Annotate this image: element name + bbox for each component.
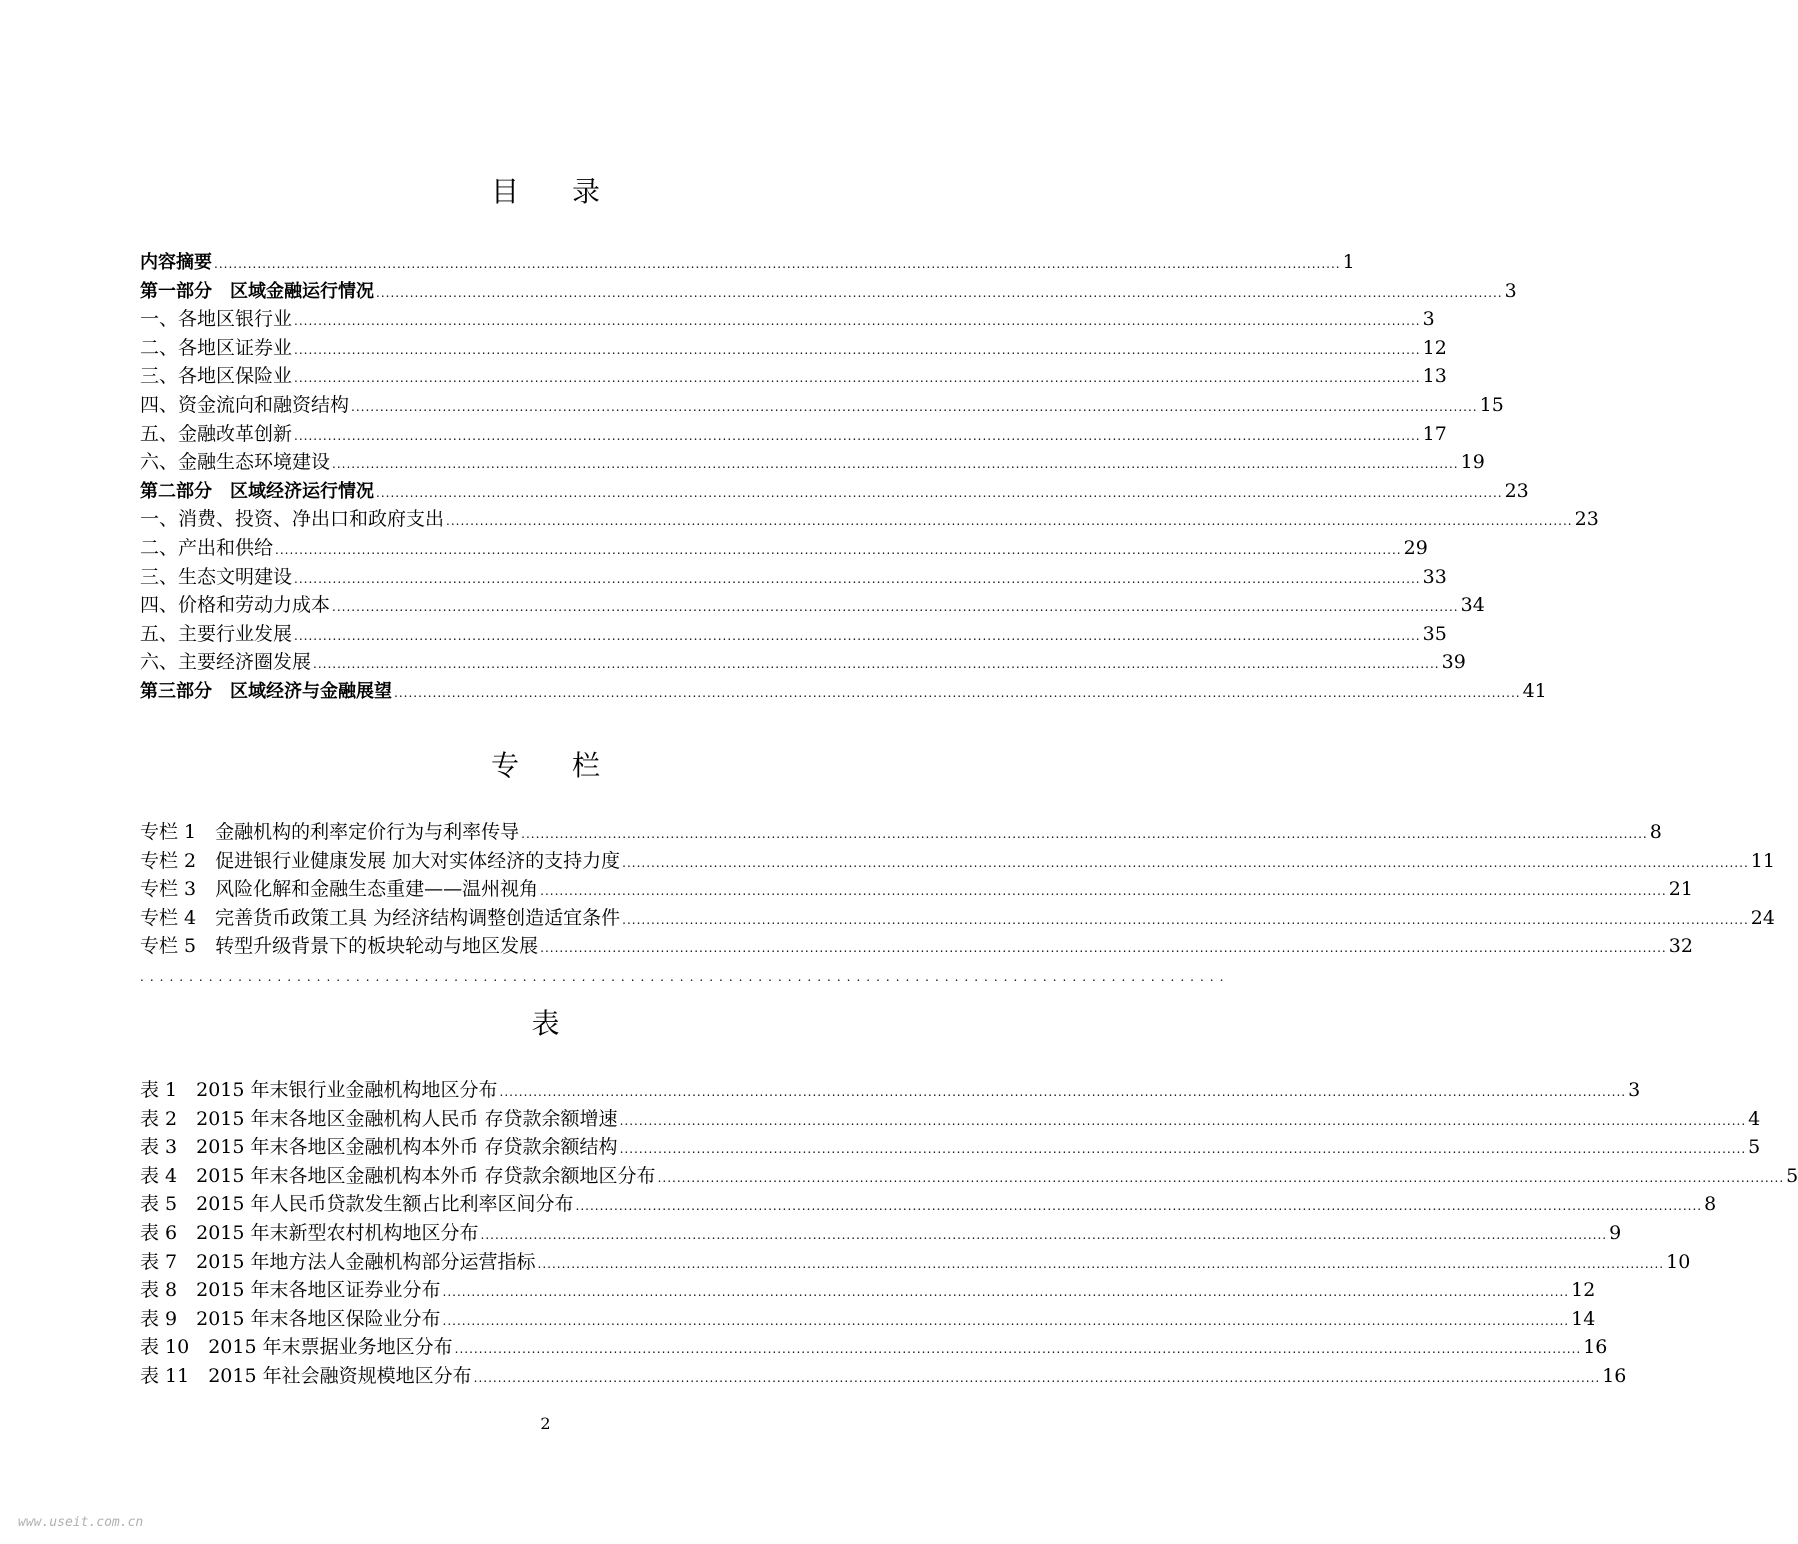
dot-leader <box>622 849 1749 878</box>
dot-leader <box>332 450 1459 479</box>
dot-leader <box>214 250 1341 279</box>
table-entry[interactable] <box>140 1076 1641 1105</box>
dot-leader <box>294 422 1421 451</box>
toc-entry-label: 五、主要行业发展 <box>140 622 293 645</box>
table-list <box>140 1076 1798 1391</box>
toc-entry-label: 一、消费、投资、净出口和政府支出 <box>140 508 445 531</box>
table-entry-page: 10 <box>1666 1250 1691 1273</box>
toc-entry-label: 第一部分 区域金融运行情况 <box>140 280 374 302</box>
column-entry-label: 专栏 3 风险化解和金融生态重建——温州视角 <box>140 878 539 901</box>
column-entry-page: 32 <box>1668 935 1693 958</box>
dot-leader <box>540 877 1667 906</box>
dot-leader <box>622 906 1749 935</box>
toc-entry[interactable] <box>140 448 1485 477</box>
dot-leader <box>620 1135 1747 1164</box>
column-entry-label: 专栏 5 转型升级背景下的板块轮动与地区发展 <box>140 935 539 958</box>
table-list-title: 表 <box>531 1007 582 1040</box>
dot-leader <box>481 1221 1608 1250</box>
table-entry-label: 表 5 2015 年人民币贷款发生额占比利率区间分布 <box>140 1193 574 1216</box>
toc-entry-label: 三、各地区保险业 <box>140 365 293 388</box>
toc-entry-page: 33 <box>1422 565 1447 588</box>
column-entry[interactable] <box>140 932 1693 961</box>
dot-leader <box>351 393 1478 422</box>
column-entry-label: 专栏 4 完善货币政策工具 为经济结构调整创造适宜条件 <box>140 906 621 929</box>
toc-entry-label: 六、金融生态环境建设 <box>140 451 331 474</box>
toc-entry[interactable] <box>140 248 1355 277</box>
toc-entry[interactable] <box>140 534 1428 563</box>
table-entry-page: 16 <box>1583 1336 1608 1359</box>
toc-entry[interactable] <box>140 648 1466 677</box>
dot-leader <box>443 1278 1570 1307</box>
table-entry[interactable] <box>140 1276 1596 1305</box>
toc-entry-label: 二、各地区证券业 <box>140 336 293 359</box>
column-entry[interactable] <box>140 818 1662 847</box>
table-entry-label: 表 7 2015 年地方法人金融机构部分运营指标 <box>140 1250 536 1273</box>
table-entry-label: 表 10 2015 年末票据业务地区分布 <box>140 1336 453 1359</box>
toc-entry-label: 五、金融改革创新 <box>140 422 293 445</box>
page-number: 2 <box>540 1414 551 1433</box>
table-entry-label: 表 9 2015 年末各地区保险业分布 <box>140 1307 441 1330</box>
watermark: www.useit.com.cn <box>18 1515 144 1530</box>
table-entry[interactable] <box>140 1105 1761 1134</box>
toc-entry[interactable] <box>140 505 1599 534</box>
table-entry-page: 3 <box>1628 1079 1641 1101</box>
table-entry-page: 5 <box>1748 1136 1761 1159</box>
toc-entry-page: 3 <box>1422 308 1435 331</box>
toc-entry-page: 34 <box>1460 594 1485 617</box>
toc-list <box>140 248 1599 706</box>
toc-entry-label: 第三部分 区域经济与金融展望 <box>140 680 392 702</box>
column-entry-label: 专栏 1 金融机构的利率定价行为与利率传导 <box>140 821 520 843</box>
column-entry-page: 21 <box>1668 878 1693 901</box>
toc-entry-label: 四、资金流向和融资结构 <box>140 393 350 416</box>
table-entry-label: 表 11 2015 年社会融资规模地区分布 <box>140 1364 472 1387</box>
table-entry[interactable] <box>140 1133 1761 1162</box>
column-entry[interactable] <box>140 847 1775 876</box>
table-entry[interactable] <box>140 1162 1798 1191</box>
column-entry-page: 24 <box>1750 906 1775 929</box>
column-list <box>140 818 1775 961</box>
column-entry-page: 11 <box>1750 849 1775 872</box>
toc-entry-label: 内容摘要 <box>140 252 212 273</box>
toc-entry-label: 第二部分 区域经济运行情况 <box>140 480 374 502</box>
dot-leader <box>658 1164 1785 1193</box>
dot-leader <box>294 364 1421 393</box>
table-entry-page: 12 <box>1571 1279 1596 1302</box>
dot-leader <box>394 679 1521 708</box>
toc-entry-page: 17 <box>1422 422 1447 445</box>
toc-entry-page: 19 <box>1460 451 1485 474</box>
toc-entry[interactable] <box>140 420 1447 449</box>
table-entry[interactable] <box>140 1248 1691 1277</box>
dot-leader <box>455 1335 1582 1364</box>
toc-entry-label: 三、生态文明建设 <box>140 565 293 588</box>
toc-entry-page: 15 <box>1479 393 1504 416</box>
toc-entry-page: 13 <box>1422 365 1447 388</box>
toc-entry[interactable] <box>140 391 1504 420</box>
table-entry-page: 5 <box>1786 1164 1798 1187</box>
toc-entry-page: 41 <box>1522 679 1547 702</box>
toc-entry[interactable] <box>140 277 1517 306</box>
table-entry[interactable] <box>140 1333 1608 1362</box>
toc-entry[interactable] <box>140 305 1435 334</box>
toc-entry[interactable] <box>140 334 1447 363</box>
table-entry-label: 表 6 2015 年末新型农村机构地区分布 <box>140 1221 479 1244</box>
toc-entry-page: 3 <box>1504 279 1517 302</box>
dot-leader <box>576 1192 1703 1221</box>
toc-entry-page: 35 <box>1422 622 1447 645</box>
toc-entry-label: 二、产出和供给 <box>140 536 274 559</box>
toc-entry-page: 39 <box>1441 651 1466 674</box>
toc-entry-page: 23 <box>1574 508 1599 531</box>
toc-entry-page: 29 <box>1403 536 1428 559</box>
table-entry-label: 表 8 2015 年末各地区证券业分布 <box>140 1279 441 1302</box>
table-entry-label: 表 2 2015 年末各地区金融机构人民币 存贷款余额增速 <box>140 1107 618 1130</box>
table-entry-page: 16 <box>1602 1364 1627 1387</box>
column-entry[interactable] <box>140 904 1775 933</box>
toc-entry-label: 六、主要经济圈发展 <box>140 651 312 674</box>
table-entry[interactable] <box>140 1362 1627 1391</box>
table-entry[interactable] <box>140 1219 1622 1248</box>
toc-entry[interactable] <box>140 591 1485 620</box>
toc-entry-page: 12 <box>1422 336 1447 359</box>
toc-entry[interactable] <box>140 620 1447 649</box>
toc-entry[interactable] <box>140 677 1547 706</box>
toc-entry-page: 1 <box>1342 251 1355 273</box>
toc-entry[interactable] <box>140 563 1447 592</box>
dot-leader <box>620 1107 1747 1136</box>
dot-leader <box>313 650 1440 679</box>
dot-leader <box>294 565 1421 594</box>
toc-entry-label: 一、各地区银行业 <box>140 308 293 331</box>
toc-entry-label: 四、价格和劳动力成本 <box>140 594 331 617</box>
column-entry-page: 8 <box>1649 821 1662 843</box>
dot-leader <box>294 336 1421 365</box>
column-title: 专 栏 <box>491 749 622 782</box>
toc-entry[interactable] <box>140 477 1529 506</box>
table-entry[interactable] <box>140 1190 1717 1219</box>
table-entry-page: 14 <box>1571 1307 1596 1330</box>
dot-leader <box>446 507 1573 536</box>
dot-leader <box>275 536 1402 565</box>
dot-leader <box>294 307 1421 336</box>
table-entry-label: 表 4 2015 年末各地区金融机构本外币 存贷款余额地区分布 <box>140 1164 656 1187</box>
toc-entry-page: 23 <box>1504 479 1529 502</box>
dot-leader <box>540 934 1667 963</box>
dot-leader <box>294 622 1421 651</box>
toc-entry[interactable] <box>140 362 1447 391</box>
dot-leader <box>332 593 1459 622</box>
table-entry-page: 4 <box>1748 1107 1761 1130</box>
table-entry-label: 表 1 2015 年末银行业金融机构地区分布 <box>140 1079 498 1101</box>
dot-leader <box>521 820 1648 849</box>
section-separator: ............................................................................................................... <box>140 970 1230 984</box>
dot-leader <box>500 1078 1627 1107</box>
table-entry-page: 8 <box>1704 1193 1717 1216</box>
table-entry-page: 9 <box>1609 1221 1622 1244</box>
table-entry-label: 表 3 2015 年末各地区金融机构本外币 存贷款余额结构 <box>140 1136 618 1159</box>
column-entry[interactable] <box>140 875 1693 904</box>
dot-leader <box>376 279 1503 308</box>
toc-title: 目 录 <box>491 175 622 208</box>
dot-leader <box>376 479 1503 508</box>
table-entry[interactable] <box>140 1305 1596 1334</box>
dot-leader <box>474 1364 1601 1393</box>
dot-leader <box>443 1307 1570 1336</box>
dot-leader <box>538 1250 1665 1279</box>
column-entry-label: 专栏 2 促进银行业健康发展 加大对实体经济的支持力度 <box>140 849 621 872</box>
